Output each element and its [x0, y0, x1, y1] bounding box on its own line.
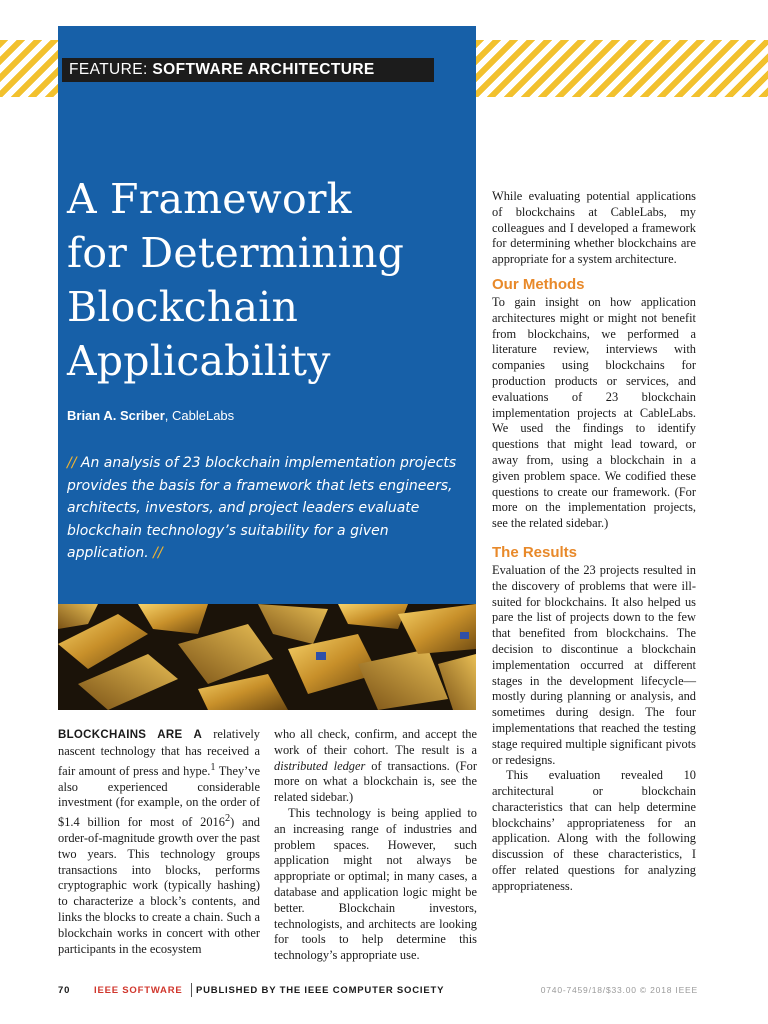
text-run: They’ve also experienced considerable investment (for example, on the order of $1.4 billion for most of 2016 [58, 763, 260, 830]
text-run: who all check, confirm, and accept the work of their cohort. The result is a [274, 727, 477, 757]
feature-topic: SOFTWARE ARCHITECTURE [152, 61, 375, 78]
paragraph [274, 727, 477, 806]
paragraph: To gain insight on how application architectures might or might not benefit from blockchains, we performed a literature review, interviews with companies using blockchains for production products or services, and evaluations of 23 blockchain implementation projects at CableLabs. We used the findings to identify questions that might lead toward, or away from, using a blockchain in a given problem space. We codified these questions to create our framework. (For more on the implementation projects, see the related sidebar.) [492, 294, 696, 531]
text-run: relatively nascent technology that has received a fair amount of press and hype. [58, 727, 260, 778]
abstract-close-marker: // [153, 545, 163, 561]
title-line: for Determining [67, 229, 405, 277]
paragraph [58, 727, 260, 957]
paragraph: While evaluating potential applications of blockchains at CableLabs, my colleagues and I developed a framework for determining whether blockchains are appropriate for a system architecture. [492, 189, 696, 267]
abstract-open-marker: // [67, 455, 77, 471]
reference-marker: 1 [210, 761, 216, 773]
blockchain-illustration [58, 604, 476, 710]
abstract [67, 452, 467, 565]
footer-divider [191, 983, 192, 997]
page-number: 70 [58, 985, 71, 996]
gold-blocks-graphic [58, 604, 476, 710]
emphasis: distributed ledger [274, 758, 366, 773]
author-affiliation: , CableLabs [164, 408, 235, 423]
page-footer [58, 983, 698, 999]
title-line: Blockchain [67, 283, 299, 331]
lead-in: BLOCKCHAINS ARE A [58, 729, 203, 741]
text-run: ) and order-of-magnitude growth over the past two years. This technology groups transactions into blocks, performs cryptographic work (typically hashing) to characterize a block’s contents, and links the blocks to create a chain. Such a blockchain works in concert with other participants in the ecosystem [58, 815, 260, 956]
feature-tag [62, 58, 434, 82]
magazine-name: IEEE SOFTWARE [94, 985, 183, 996]
paragraph: This technology is being applied to an increasing range of industries and problem spaces. However, such application might not always be appropriate or optimal; in many cases, a database and application logic might be better. Blockchain investors, technologists, and architects are looking for tools to help determine this technology’s appropriate use. [274, 805, 477, 963]
decorative-stripe-right [476, 40, 768, 97]
feature-prefix: FEATURE: [69, 61, 148, 78]
author-name: Brian A. Scriber [67, 408, 165, 423]
author-byline [67, 408, 234, 423]
abstract-text: An analysis of 23 blockchain implementation projects provides the basis for a framework that lets engineers, architects, investors, and project leaders evaluate blockchain technology’s suitability for a given application. [67, 455, 457, 561]
decorative-stripe-left [0, 40, 58, 97]
section-heading-results: The Results [492, 543, 578, 561]
section-heading-methods: Our Methods [492, 275, 585, 293]
title-line: A Framework [67, 175, 352, 223]
reference-marker: 2 [224, 813, 231, 825]
paragraph: Evaluation of the 23 projects resulted in the discovery of problems that were ill-suited for blockchains. It also helped us pare the list of projects down to the few that benefited from blockchains. The decision to discontinue a blockchain implementation occurred at different stages in the development lifecycle—mostly during planning or analysis, and sometimes during design. The four implementations that reached the testing stage required multiple significant pivots or redesigns. [492, 562, 696, 767]
body-column-2 [274, 727, 477, 964]
title-line: Applicability [67, 337, 331, 385]
issn-copyright: 0740-7459/18/$33.00 © 2018 IEEE [540, 985, 698, 995]
body-column-1 [58, 727, 260, 957]
body-column-3 [492, 189, 696, 895]
publisher-line: PUBLISHED BY THE IEEE COMPUTER SOCIETY [196, 985, 445, 996]
text-run: of transactions. (For more on what a blockchain is, see the related sidebar.) [274, 758, 477, 805]
article-title [67, 172, 467, 388]
paragraph: This evaluation revealed 10 architectural or blockchain characteristics that can help determine blockchains’ appropriateness for an application. Along with the following discussion of these characteristics, I offer related questions for analyzing appropriateness. [492, 768, 696, 893]
